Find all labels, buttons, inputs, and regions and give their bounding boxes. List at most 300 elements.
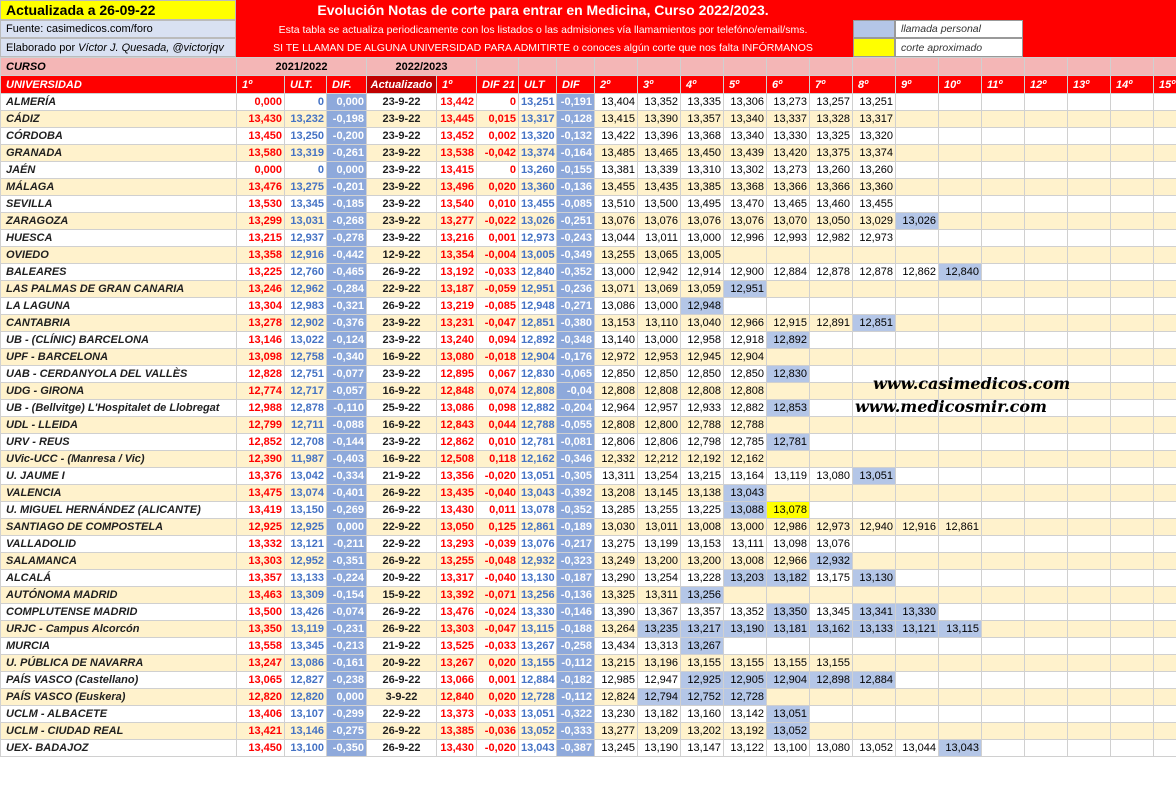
- call-cutoff: [1025, 179, 1068, 196]
- updated-date: 21-9-22: [367, 638, 437, 655]
- call-cutoff: 13,230: [595, 706, 638, 723]
- call-cutoff: [810, 298, 853, 315]
- call-cutoff: [1068, 468, 1111, 485]
- column-header: 8º: [853, 76, 896, 94]
- cur-last-cutoff: 12,728: [519, 689, 557, 706]
- prev-last-cutoff: 0: [285, 94, 327, 111]
- call-cutoff: 13,302: [724, 162, 767, 179]
- watermark-casimedicos: www.casimedicos.com: [873, 374, 1071, 393]
- call-cutoff: 12,925: [681, 672, 724, 689]
- call-cutoff: 13,076: [595, 213, 638, 230]
- cur-last-cutoff: 13,115: [519, 621, 557, 638]
- column-header: ULT.: [285, 76, 327, 94]
- updated-date: 20-9-22: [367, 570, 437, 587]
- call-cutoff: [1154, 332, 1176, 349]
- university-name: ZARAGOZA: [1, 213, 237, 230]
- prev-last-cutoff: 11,987: [285, 451, 327, 468]
- cur-first-cutoff: 13,192: [437, 264, 477, 281]
- call-cutoff: [1068, 162, 1111, 179]
- call-cutoff: [767, 281, 810, 298]
- call-cutoff: 13,203: [724, 570, 767, 587]
- call-cutoff: 13,160: [681, 706, 724, 723]
- header-filler: [896, 58, 939, 76]
- call-cutoff: [1025, 298, 1068, 315]
- prev-last-cutoff: 13,146: [285, 723, 327, 740]
- call-cutoff: [767, 587, 810, 604]
- call-cutoff: 12,212: [638, 451, 681, 468]
- cur-first-cutoff: 13,442: [437, 94, 477, 111]
- updated-date: 12-9-22: [367, 247, 437, 264]
- cur-last-cutoff: 12,882: [519, 400, 557, 417]
- cur-difference: -0,065: [557, 366, 595, 383]
- updated-date: 22-9-22: [367, 281, 437, 298]
- call-cutoff: 13,076: [638, 213, 681, 230]
- legend-label-approx: corte aproximado: [895, 38, 1023, 57]
- call-cutoff: [1025, 247, 1068, 264]
- prev-last-cutoff: 13,150: [285, 502, 327, 519]
- call-cutoff: [1068, 315, 1111, 332]
- updated-date: 23-9-22: [367, 315, 437, 332]
- call-cutoff: [1025, 468, 1068, 485]
- cur-difference: -0,323: [557, 553, 595, 570]
- call-cutoff: [1025, 451, 1068, 468]
- call-cutoff: [853, 553, 896, 570]
- call-cutoff: 12,915: [767, 315, 810, 332]
- call-cutoff: [853, 536, 896, 553]
- prev-difference: 0,000: [327, 689, 367, 706]
- prev-last-cutoff: 12,827: [285, 672, 327, 689]
- university-name: LA LAGUNA: [1, 298, 237, 315]
- call-cutoff: [1025, 196, 1068, 213]
- call-cutoff: [810, 638, 853, 655]
- call-cutoff: 13,450: [681, 145, 724, 162]
- call-cutoff: 13,255: [638, 502, 681, 519]
- cur-difference: -0,271: [557, 298, 595, 315]
- prev-difference: -0,224: [327, 570, 367, 587]
- prev-difference: -0,088: [327, 417, 367, 434]
- call-cutoff: [1068, 247, 1111, 264]
- call-cutoff: [1154, 672, 1176, 689]
- call-cutoff: [1068, 366, 1111, 383]
- call-cutoff: [1154, 111, 1176, 128]
- call-cutoff: [896, 723, 939, 740]
- prev-last-cutoff: 13,042: [285, 468, 327, 485]
- call-cutoff: [1154, 553, 1176, 570]
- header-filler: [1111, 58, 1154, 76]
- column-header: ULT: [519, 76, 557, 94]
- diff-vs-2021: 0,020: [477, 655, 519, 672]
- call-cutoff: [896, 570, 939, 587]
- diff-vs-2021: -0,024: [477, 604, 519, 621]
- call-cutoff: 13,273: [767, 94, 810, 111]
- cur-last-cutoff: 12,808: [519, 383, 557, 400]
- cur-difference: -0,352: [557, 502, 595, 519]
- call-cutoff: 12,898: [810, 672, 853, 689]
- call-cutoff: 12,728: [724, 689, 767, 706]
- diff-vs-2021: -0,033: [477, 638, 519, 655]
- call-cutoff: 12,905: [724, 672, 767, 689]
- diff-vs-2021: 0: [477, 162, 519, 179]
- prev-last-cutoff: 12,758: [285, 349, 327, 366]
- cur-difference: -0,305: [557, 468, 595, 485]
- call-cutoff: 13,368: [681, 128, 724, 145]
- cur-last-cutoff: 12,892: [519, 332, 557, 349]
- call-cutoff: 13,076: [681, 213, 724, 230]
- diff-vs-2021: -0,071: [477, 587, 519, 604]
- call-cutoff: [896, 196, 939, 213]
- call-cutoff: 12,933: [681, 400, 724, 417]
- call-cutoff: [1111, 451, 1154, 468]
- call-cutoff: [982, 451, 1025, 468]
- cur-difference: -0,085: [557, 196, 595, 213]
- call-cutoff: [1154, 383, 1176, 400]
- column-header: 1º: [237, 76, 285, 94]
- call-cutoff: 12,972: [595, 349, 638, 366]
- diff-vs-2021: 0: [477, 94, 519, 111]
- column-header: 10º: [939, 76, 982, 94]
- call-cutoff: [1111, 417, 1154, 434]
- prev-last-cutoff: 12,708: [285, 434, 327, 451]
- prev-first-cutoff: 12,828: [237, 366, 285, 383]
- cur-first-cutoff: 12,843: [437, 417, 477, 434]
- call-cutoff: [853, 349, 896, 366]
- call-cutoff: [982, 179, 1025, 196]
- call-cutoff: [1025, 672, 1068, 689]
- prev-last-cutoff: 13,121: [285, 536, 327, 553]
- call-cutoff: [810, 706, 853, 723]
- cur-first-cutoff: 12,848: [437, 383, 477, 400]
- call-cutoff: [1111, 638, 1154, 655]
- call-cutoff: [810, 366, 853, 383]
- call-cutoff: [810, 417, 853, 434]
- call-cutoff: 12,940: [853, 519, 896, 536]
- call-cutoff: [1068, 128, 1111, 145]
- prev-first-cutoff: 12,774: [237, 383, 285, 400]
- university-name: UCLM - CIUDAD REAL: [1, 723, 237, 740]
- prev-last-cutoff: 12,937: [285, 230, 327, 247]
- call-cutoff: 13,352: [724, 604, 767, 621]
- cur-difference: -0,243: [557, 230, 595, 247]
- call-cutoff: 13,267: [681, 638, 724, 655]
- call-cutoff: [939, 145, 982, 162]
- cur-first-cutoff: 13,452: [437, 128, 477, 145]
- call-cutoff: [1111, 179, 1154, 196]
- call-cutoff: 13,181: [767, 621, 810, 638]
- diff-vs-2021: -0,022: [477, 213, 519, 230]
- author-label: [0, 38, 236, 57]
- university-name: MURCIA: [1, 638, 237, 655]
- header-filler: [681, 58, 724, 76]
- call-cutoff: 12,788: [681, 417, 724, 434]
- call-cutoff: 13,011: [638, 230, 681, 247]
- call-cutoff: [853, 434, 896, 451]
- call-cutoff: 13,044: [896, 740, 939, 757]
- call-cutoff: 13,164: [724, 468, 767, 485]
- call-cutoff: [853, 587, 896, 604]
- call-cutoff: [982, 672, 1025, 689]
- call-cutoff: [1025, 111, 1068, 128]
- call-cutoff: 12,951: [724, 281, 767, 298]
- call-cutoff: 13,255: [595, 247, 638, 264]
- call-cutoff: [1111, 400, 1154, 417]
- table-row: [1, 536, 1176, 553]
- cur-difference: -0,04: [557, 383, 595, 400]
- diff-vs-2021: 0,010: [477, 196, 519, 213]
- call-cutoff: 13,050: [810, 213, 853, 230]
- call-cutoff: 13,345: [810, 604, 853, 621]
- call-cutoff: [896, 468, 939, 485]
- call-cutoff: [1111, 553, 1154, 570]
- call-cutoff: [896, 485, 939, 502]
- cur-difference: -0,182: [557, 672, 595, 689]
- prev-difference: 0,000: [327, 519, 367, 536]
- university-name: ALCALÁ: [1, 570, 237, 587]
- prev-difference: -0,403: [327, 451, 367, 468]
- call-cutoff: [982, 485, 1025, 502]
- prev-difference: -0,198: [327, 111, 367, 128]
- call-cutoff: [767, 383, 810, 400]
- call-cutoff: [767, 349, 810, 366]
- header-filler: [767, 58, 810, 76]
- updated-date: 22-9-22: [367, 706, 437, 723]
- prev-first-cutoff: 13,376: [237, 468, 285, 485]
- cur-last-cutoff: 13,051: [519, 468, 557, 485]
- call-cutoff: [1154, 417, 1176, 434]
- prev-difference: -0,465: [327, 264, 367, 281]
- cur-last-cutoff: 13,155: [519, 655, 557, 672]
- call-cutoff: 12,785: [724, 434, 767, 451]
- call-cutoff: [896, 281, 939, 298]
- call-cutoff: [1068, 230, 1111, 247]
- call-cutoff: [1025, 502, 1068, 519]
- call-cutoff: 13,029: [853, 213, 896, 230]
- call-cutoff: [1154, 740, 1176, 757]
- call-cutoff: [810, 587, 853, 604]
- call-cutoff: [896, 502, 939, 519]
- cur-difference: -0,188: [557, 621, 595, 638]
- call-cutoff: 12,964: [595, 400, 638, 417]
- table-row: [1, 298, 1176, 315]
- legend-swatch-approx: [853, 38, 895, 57]
- university-name: VALENCIA: [1, 485, 237, 502]
- call-cutoff: 13,330: [767, 128, 810, 145]
- call-cutoff: [853, 723, 896, 740]
- call-cutoff: 13,130: [853, 570, 896, 587]
- cur-difference: -0,392: [557, 485, 595, 502]
- call-cutoff: [896, 145, 939, 162]
- call-cutoff: [982, 196, 1025, 213]
- cur-difference: -0,387: [557, 740, 595, 757]
- call-cutoff: 13,182: [638, 706, 681, 723]
- cur-last-cutoff: 12,840: [519, 264, 557, 281]
- header-filler: [853, 58, 896, 76]
- call-cutoff: 12,808: [681, 383, 724, 400]
- prev-last-cutoff: 12,952: [285, 553, 327, 570]
- table-row: [1, 519, 1176, 536]
- prev-last-cutoff: 12,878: [285, 400, 327, 417]
- call-cutoff: [1068, 672, 1111, 689]
- prev-difference: -0,231: [327, 621, 367, 638]
- cur-last-cutoff: 12,951: [519, 281, 557, 298]
- prev-first-cutoff: 13,450: [237, 128, 285, 145]
- diff-vs-2021: -0,040: [477, 570, 519, 587]
- updated-date: 23-9-22: [367, 213, 437, 230]
- prev-difference: -0,201: [327, 179, 367, 196]
- cur-first-cutoff: 13,476: [437, 604, 477, 621]
- diff-vs-2021: 0,125: [477, 519, 519, 536]
- table-row: [1, 315, 1176, 332]
- call-cutoff: 13,317: [853, 111, 896, 128]
- call-cutoff: 12,853: [767, 400, 810, 417]
- prev-first-cutoff: 13,476: [237, 179, 285, 196]
- call-cutoff: [896, 655, 939, 672]
- cur-last-cutoff: 12,904: [519, 349, 557, 366]
- appeal-text: SI TE LLAMAN DE ALGUNA UNIVERSIDAD PARA ADMITIRTE o conoces algún corte que nos falta INFÓRMANOS: [273, 42, 813, 54]
- call-cutoff: 12,752: [681, 689, 724, 706]
- university-name: CÓRDOBA: [1, 128, 237, 145]
- call-cutoff: [982, 213, 1025, 230]
- call-cutoff: [982, 128, 1025, 145]
- table-row: [1, 230, 1176, 247]
- call-cutoff: [810, 723, 853, 740]
- call-cutoff: 13,008: [681, 519, 724, 536]
- updated-date: 16-9-22: [367, 417, 437, 434]
- call-cutoff: [939, 723, 982, 740]
- call-cutoff: 13,175: [810, 570, 853, 587]
- call-cutoff: 13,098: [767, 536, 810, 553]
- prev-difference: -0,211: [327, 536, 367, 553]
- call-cutoff: [1025, 723, 1068, 740]
- call-cutoff: [982, 94, 1025, 111]
- call-cutoff: [982, 468, 1025, 485]
- call-cutoff: [982, 519, 1025, 536]
- call-cutoff: [1154, 247, 1176, 264]
- call-cutoff: 13,080: [810, 468, 853, 485]
- call-cutoff: [1025, 332, 1068, 349]
- call-cutoff: [982, 604, 1025, 621]
- header-filler: [519, 58, 557, 76]
- call-cutoff: 13,202: [681, 723, 724, 740]
- column-header: 1º: [437, 76, 477, 94]
- call-cutoff: [1068, 689, 1111, 706]
- call-cutoff: 12,918: [724, 332, 767, 349]
- call-cutoff: 13,249: [595, 553, 638, 570]
- call-cutoff: 13,008: [724, 553, 767, 570]
- diff-vs-2021: -0,059: [477, 281, 519, 298]
- cur-last-cutoff: 12,851: [519, 315, 557, 332]
- prev-difference: -0,284: [327, 281, 367, 298]
- prev-difference: -0,238: [327, 672, 367, 689]
- diff-vs-2021: -0,042: [477, 145, 519, 162]
- prev-first-cutoff: 12,988: [237, 400, 285, 417]
- university-name: UEX- BADAJOZ: [1, 740, 237, 757]
- updated-date: 26-9-22: [367, 502, 437, 519]
- prev-difference: -0,154: [327, 587, 367, 604]
- updated-date: 23-9-22: [367, 366, 437, 383]
- call-cutoff: [1025, 570, 1068, 587]
- prev-difference: 0,000: [327, 94, 367, 111]
- cur-last-cutoff: 12,162: [519, 451, 557, 468]
- table-row: [1, 655, 1176, 672]
- call-cutoff: [1068, 400, 1111, 417]
- call-cutoff: [939, 128, 982, 145]
- table-row: [1, 723, 1176, 740]
- call-cutoff: [810, 400, 853, 417]
- call-cutoff: [853, 332, 896, 349]
- call-cutoff: [1154, 723, 1176, 740]
- call-cutoff: 13,422: [595, 128, 638, 145]
- call-cutoff: [1068, 213, 1111, 230]
- call-cutoff: 13,495: [681, 196, 724, 213]
- table-row: [1, 638, 1176, 655]
- diff-vs-2021: 0,020: [477, 689, 519, 706]
- call-cutoff: [939, 94, 982, 111]
- call-cutoff: [1111, 281, 1154, 298]
- call-cutoff: 12,862: [896, 264, 939, 281]
- university-name: UCLM - ALBACETE: [1, 706, 237, 723]
- call-cutoff: 13,215: [681, 468, 724, 485]
- cur-last-cutoff: 13,267: [519, 638, 557, 655]
- table-row: [1, 485, 1176, 502]
- cur-difference: -0,204: [557, 400, 595, 417]
- call-cutoff: [1068, 451, 1111, 468]
- call-cutoff: [939, 179, 982, 196]
- cur-last-cutoff: 13,078: [519, 502, 557, 519]
- call-cutoff: [1111, 587, 1154, 604]
- prev-first-cutoff: 13,247: [237, 655, 285, 672]
- call-cutoff: 13,200: [638, 553, 681, 570]
- call-cutoff: [1068, 621, 1111, 638]
- updated-date: 22-9-22: [367, 536, 437, 553]
- call-cutoff: 13,043: [939, 740, 982, 757]
- call-cutoff: 13,200: [681, 553, 724, 570]
- call-cutoff: 12,953: [638, 349, 681, 366]
- call-cutoff: [1154, 196, 1176, 213]
- cur-difference: -0,346: [557, 451, 595, 468]
- call-cutoff: 13,257: [810, 94, 853, 111]
- call-cutoff: [939, 672, 982, 689]
- header-filler: [1154, 58, 1176, 76]
- call-cutoff: 13,100: [767, 740, 810, 757]
- call-cutoff: [1111, 536, 1154, 553]
- updated-date: 26-9-22: [367, 264, 437, 281]
- call-cutoff: [1068, 655, 1111, 672]
- cur-last-cutoff: 13,320: [519, 128, 557, 145]
- cur-difference: -0,136: [557, 587, 595, 604]
- column-header: 5º: [724, 76, 767, 94]
- updated-date-label: [0, 0, 236, 20]
- header-filler: [939, 58, 982, 76]
- prev-first-cutoff: 13,225: [237, 264, 285, 281]
- call-cutoff: 13,328: [810, 111, 853, 128]
- call-cutoff: 12,878: [853, 264, 896, 281]
- table-row: [1, 502, 1176, 519]
- cur-first-cutoff: 13,538: [437, 145, 477, 162]
- cur-last-cutoff: 13,455: [519, 196, 557, 213]
- header-filler: [595, 58, 638, 76]
- cur-difference: -0,236: [557, 281, 595, 298]
- diff-vs-2021: 0,044: [477, 417, 519, 434]
- call-cutoff: [724, 247, 767, 264]
- call-cutoff: [982, 417, 1025, 434]
- call-cutoff: 12,966: [767, 553, 810, 570]
- call-cutoff: 13,381: [595, 162, 638, 179]
- call-cutoff: 13,000: [681, 230, 724, 247]
- diff-vs-2021: 0,002: [477, 128, 519, 145]
- call-cutoff: [1025, 128, 1068, 145]
- prev-first-cutoff: 13,580: [237, 145, 285, 162]
- call-cutoff: 13,228: [681, 570, 724, 587]
